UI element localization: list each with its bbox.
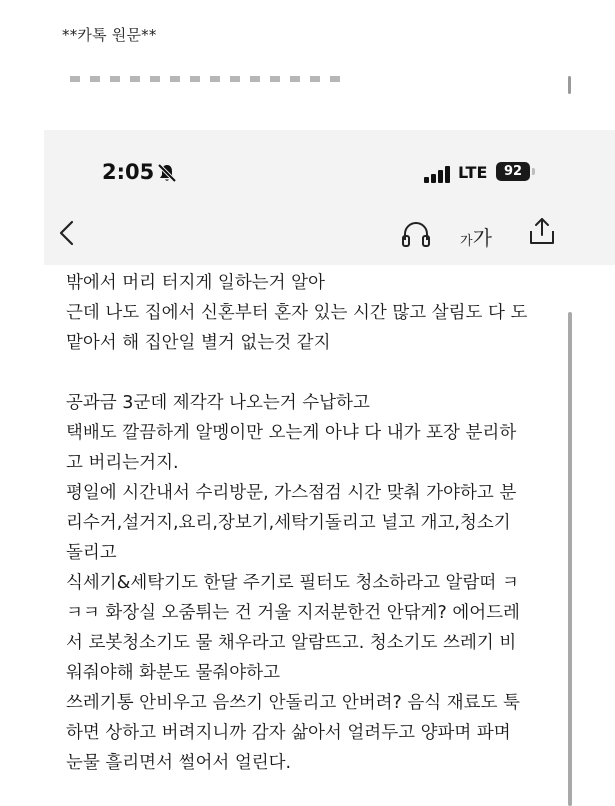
signal-icon <box>424 166 452 183</box>
message-body <box>66 268 586 778</box>
battery-cap <box>532 168 535 175</box>
body-line-blank <box>66 358 586 388</box>
font-size-large-label: 가 <box>472 226 492 250</box>
battery-level: 92 <box>503 164 523 179</box>
body-line-8: 평일에 시간내서 수리방문, 가스점검 시간 맞춰 가야하고 분 <box>66 483 517 503</box>
cropped-scrollbar <box>568 76 571 94</box>
share-icon[interactable] <box>528 216 556 246</box>
body-line-10: 돌리고 <box>66 543 117 563</box>
font-size-button[interactable] <box>460 222 492 251</box>
body-line-11: 식세기&세탁기도 한달 주기로 필터도 청소하라고 알람떠 ㅋ <box>66 573 519 593</box>
headphones-icon[interactable] <box>401 220 431 248</box>
font-size-small-label: 가 <box>460 234 473 249</box>
status-time: 2:05 <box>102 160 155 184</box>
body-line-5: 공과금 3군데 제각각 나오는거 수납하고 <box>66 393 370 413</box>
body-line-2: 근데 나도 집에서 신혼부터 혼자 있는 시간 많고 살림도 다 도 <box>66 303 528 323</box>
battery-indicator <box>496 162 530 181</box>
body-line-12: ㅋㅋ 화장실 오줌튀는 건 거울 지저분한건 안닦게? 에어드레 <box>66 603 520 623</box>
phone-screenshot <box>44 130 615 806</box>
body-line-17: 눈물 흘리면서 썰어서 얼린다. <box>66 753 292 773</box>
back-chevron-icon[interactable] <box>56 218 78 248</box>
body-line-3: 맡아서 해 집안일 별거 없는것 같지 <box>66 333 331 353</box>
body-line-7: 고 버리는거지. <box>66 453 179 473</box>
scrollbar-thumb[interactable] <box>568 312 572 806</box>
body-line-9: 리수거,설거지,요리,장보기,세탁기돌리고 널고 개고,청소기 <box>66 513 511 533</box>
body-line-15: 쓰레기통 안비우고 음쓰기 안돌리고 안버려? 음식 재료도 툭 <box>66 693 520 713</box>
bell-muted-icon <box>156 162 178 184</box>
cropped-text-line <box>70 76 350 82</box>
body-line-6: 택배도 깔끔하게 알멩이만 오는게 아냐 다 내가 포장 분리하 <box>66 423 517 443</box>
body-line-16: 하면 상하고 버려지니까 감자 삶아서 얼려두고 양파며 파며 <box>66 723 511 743</box>
caption-text: **카톡 원문** <box>62 26 157 44</box>
network-label: LTE <box>458 163 488 182</box>
body-line-1: 밖에서 머리 터지게 일하는거 알아 <box>66 273 325 293</box>
body-line-13: 서 로봇청소기도 물 채우라고 알람뜨고. 청소기도 쓰레기 비 <box>66 633 517 653</box>
body-line-14: 워줘야해 화분도 물줘야하고 <box>66 663 280 683</box>
